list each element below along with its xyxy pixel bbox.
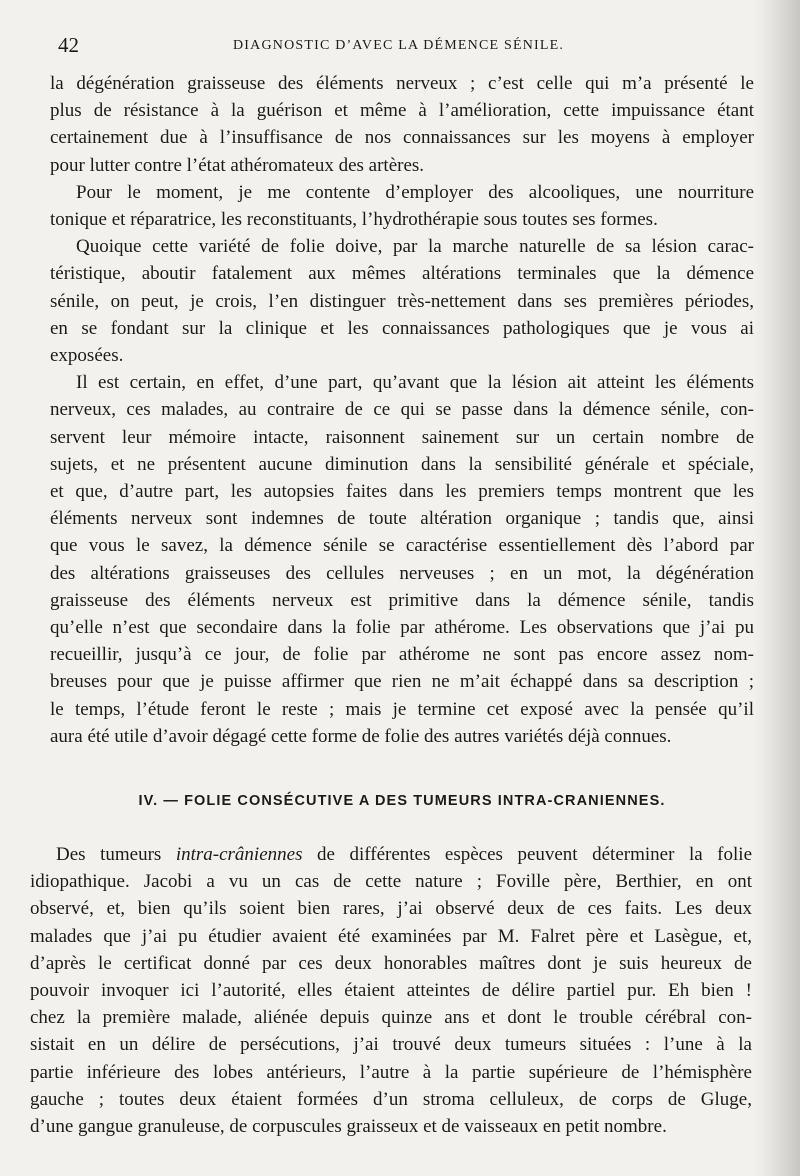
text-line: exposées. xyxy=(50,345,124,367)
text-line: certainement due à l’insuffisance de nos connaissances sur les moyens à employer xyxy=(50,127,754,149)
paragraph xyxy=(50,369,754,750)
text-run: de différentes espèces peuvent déterminer la folie xyxy=(302,844,752,865)
text-line: qu’elle n’est que secondaire dans la folie par athérome. Les observations que j’ai pu xyxy=(50,617,754,639)
section-text xyxy=(30,841,752,1140)
text-line: nerveux, ces malades, au contraire de ce qui se passe dans la démence sénile, con- xyxy=(50,399,754,421)
text-line: et que, d’autre part, les autopsies faites dans les premiers temps montrent que les xyxy=(50,481,754,503)
main-text xyxy=(50,70,754,750)
text-line: Il est certain, en effet, d’une part, qu’avant que la lésion ait atteint les éléments xyxy=(76,372,754,394)
text-line: le temps, l’étude feront le reste ; mais je termine cet exposé avec la pensée qu’il xyxy=(50,698,754,720)
text-line: éléments nerveux sont indemnes de toute altération organique ; tandis que, ainsi xyxy=(50,508,754,530)
text-line: tonique et réparatrice, les reconstituants, l’hydrothérapie sous toutes ses formes. xyxy=(50,209,658,231)
text-line: pouvoir invoquer ici l’autorité, elles étaient atteintes de délire partiel pur. Eh bien ! xyxy=(30,980,752,1002)
text-line xyxy=(30,841,752,868)
text-line: téristique, aboutir fatalement aux mêmes altérations terminales que la démence xyxy=(50,263,754,285)
paragraph xyxy=(50,70,754,179)
page-header xyxy=(58,32,748,58)
text-line: malades que j’ai pu étudier avaient été examinées par M. Falret père et Lasègue, et, xyxy=(30,925,752,947)
page-gutter-shadow xyxy=(754,0,800,1176)
text-line: d’après le certificat donné par ces deux honorables maîtres dont je suis heureux de xyxy=(30,952,752,974)
text-line: d’une gangue granuleuse, de corpuscules graisseux et de vaisseaux en petit nombre. xyxy=(30,1116,667,1138)
text-line: aura été utile d’avoir dégagé cette forme de folie des autres variétés déjà connues. xyxy=(50,725,672,747)
text-line: breuses pour que je puisse affirmer que rien ne m’ait échappé dans sa description ; xyxy=(50,671,754,693)
running-head: DIAGNOSTIC D’AVEC LA DÉMENCE SÉNILE. xyxy=(233,38,565,53)
italic-term: intra-crâniennes xyxy=(175,844,303,865)
text-line: servent leur mémoire intacte, raisonnent sainement sur un certain nombre de xyxy=(50,426,754,448)
text-line: sénile, on peut, je crois, l’en distinguer très-nettement dans ses premières périodes, xyxy=(50,290,754,312)
text-line: observé, et, bien qu’ils soient bien rares, j’ai observé deux de ces faits. Les deux xyxy=(30,898,752,920)
section-heading: IV. — FOLIE CONSÉCUTIVE A DES TUMEURS INTRA-CRANIENNES. xyxy=(138,793,666,809)
text-line: pour lutter contre l’état athéromateux des artères. xyxy=(50,154,425,176)
text-line: des altérations graisseuses des cellules nerveuses ; en un mot, la dégénération xyxy=(50,562,754,584)
page-number: 42 xyxy=(58,33,79,57)
paragraph xyxy=(50,233,754,369)
text-line: Quoique cette variété de folie doive, par la marche naturelle de sa lésion carac- xyxy=(76,236,754,258)
text-line: en se fondant sur la clinique et les connaissances pathologiques que je vous ai xyxy=(50,317,754,339)
text-run: Des tumeurs xyxy=(56,844,176,865)
text-line: idiopathique. Jacobi a vu un cas de cette nature ; Foville père, Berthier, en ont xyxy=(30,871,752,893)
text-line: plus de résistance à la guérison et même à l’amélioration, cette impuissance étant xyxy=(50,100,754,122)
text-line: la dégénération graisseuse des éléments nerveux ; c’est celle qui m’a présenté le xyxy=(50,73,754,94)
paragraph xyxy=(30,841,752,1140)
text-line: chez la première malade, aliénée depuis quinze ans et dont le trouble cérébral con- xyxy=(30,1007,752,1029)
text-line: partie inférieure des lobes antérieurs, l’autre à la partie supérieure de l’hémisphère xyxy=(30,1061,752,1083)
paragraph xyxy=(50,179,754,233)
text-line: sistait en un délire de persécutions, j’ai trouvé deux tumeurs situées : l’une à la xyxy=(30,1034,752,1056)
text-line: que vous le savez, la démence sénile se caractérise essentiellement dès l’abord par xyxy=(50,535,754,557)
text-line: graisseuse des éléments nerveux est primitive dans la démence sénile, tandis xyxy=(50,589,754,611)
text-line: Pour le moment, je me contente d’employer des alcooliques, une nourriture xyxy=(76,181,754,203)
text-line: gauche ; toutes deux étaient formées d’un stroma celluleux, de corps de Gluge, xyxy=(30,1088,752,1110)
text-line: sujets, et ne présentent aucune diminution dans la sensibilité générale et spéciale, xyxy=(50,453,754,475)
text-line: recueillir, jusqu’à ce jour, de folie par athérome ne sont pas encore assez nom- xyxy=(50,644,754,666)
